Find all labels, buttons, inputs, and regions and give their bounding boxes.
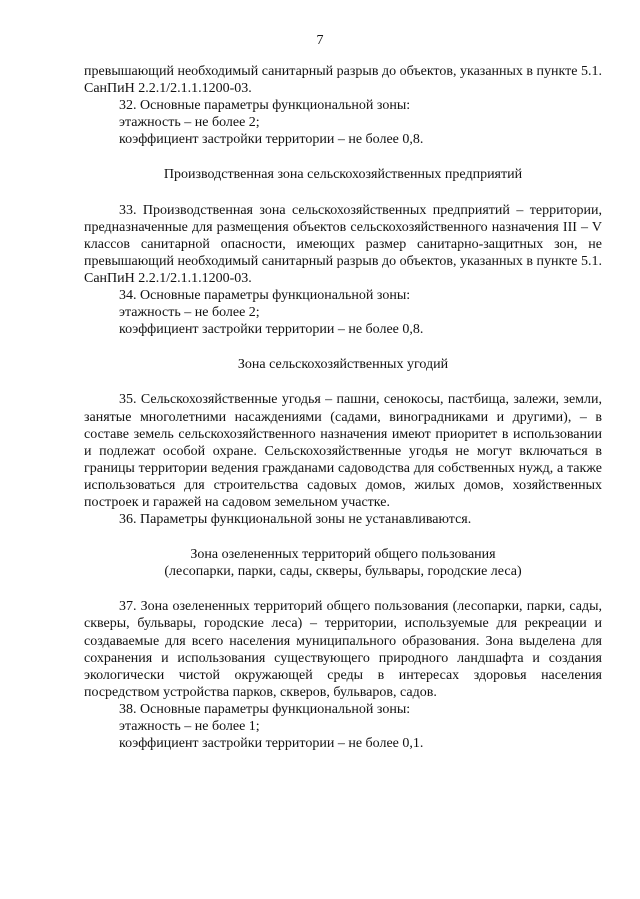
- section-heading: Зона сельскохозяйственных угодий: [237, 357, 449, 373]
- section-heading: (лесопарки, парки, сады, скверы, бульвары, городские леса): [164, 564, 522, 580]
- parameter-line: этажность – не более 1;: [119, 719, 260, 734]
- spacer: [84, 528, 602, 546]
- paragraph: 33. Производственная зона сельскохозяйственных предприятий – территории, предназначенные для размещения объектов сельскохозяйственного назначения III – V классов санитарной опасности, имеющих размер санитарно-защитных зон, не превышающий необходимый санитарный разрыв до объектов, указанных в пункте 5.1. СанПиН 2.2.1/2.1.1.1200-03.: [84, 202, 602, 286]
- page-number: 7: [316, 33, 324, 48]
- parameter-line: коэффициент застройки территории – не более 0,1.: [119, 736, 424, 752]
- paragraph: 38. Основные параметры функциональной зоны:: [119, 701, 411, 717]
- section-heading: Зона озелененных территорий общего пользования: [190, 547, 496, 563]
- spacer: [84, 373, 602, 391]
- paragraph: 32. Основные параметры функциональной зоны:: [119, 98, 411, 114]
- paragraph: 37. Зона озелененных территорий общего пользования (лесопарки, парки, сады, скверы, бульвары, городские леса) – территории, используемые для рекреации и создаваемые для всего населения муниципального образования. Зона выделена для сохранения и использования существующего природного ландшафта и создания экологически чистой окружающей среды в интересах здоровья населения посредством устройства парков, скверов, бульваров, садов.: [84, 599, 602, 700]
- document-body: [84, 63, 602, 752]
- spacer: [84, 580, 602, 598]
- spacer: [84, 148, 602, 166]
- spacer: [84, 184, 602, 202]
- paragraph: 34. Основные параметры функциональной зоны:: [119, 288, 411, 304]
- spacer: [84, 338, 602, 356]
- parameter-line: коэффициент застройки территории – не более 0,8.: [119, 132, 424, 148]
- parameter-line: этажность – не более 2;: [119, 115, 260, 131]
- parameter-line: этажность – не более 2;: [119, 305, 260, 321]
- section-heading: Производственная зона сельскохозяйственных предприятий: [163, 167, 523, 183]
- paragraph: 36. Параметры функциональной зоны не устанавливаются.: [119, 512, 472, 528]
- parameter-line: коэффициент застройки территории – не более 0,8.: [119, 322, 424, 338]
- paragraph: превышающий необходимый санитарный разрыв до объектов, указанных в пункте 5.1. СанПиН 2.2.1/2.1.1.1200-03.: [84, 64, 602, 97]
- paragraph: 35. Сельскохозяйственные угодья – пашни, сенокосы, пастбища, залежи, земли, занятые многолетними насаждениями (садами, виноградниками и другими), – в составе земель сельскохозяйственного назначения имеют приоритет в использовании и подлежат особой охране. Сельскохозяйственные угодья не могут включаться в границы территории ведения гражданами садоводства для собственных нужд, а также использоваться для строительства садовых домов, жилых домов, хозяйственных построек и гаражей на садовом земельном участке.: [84, 392, 602, 510]
